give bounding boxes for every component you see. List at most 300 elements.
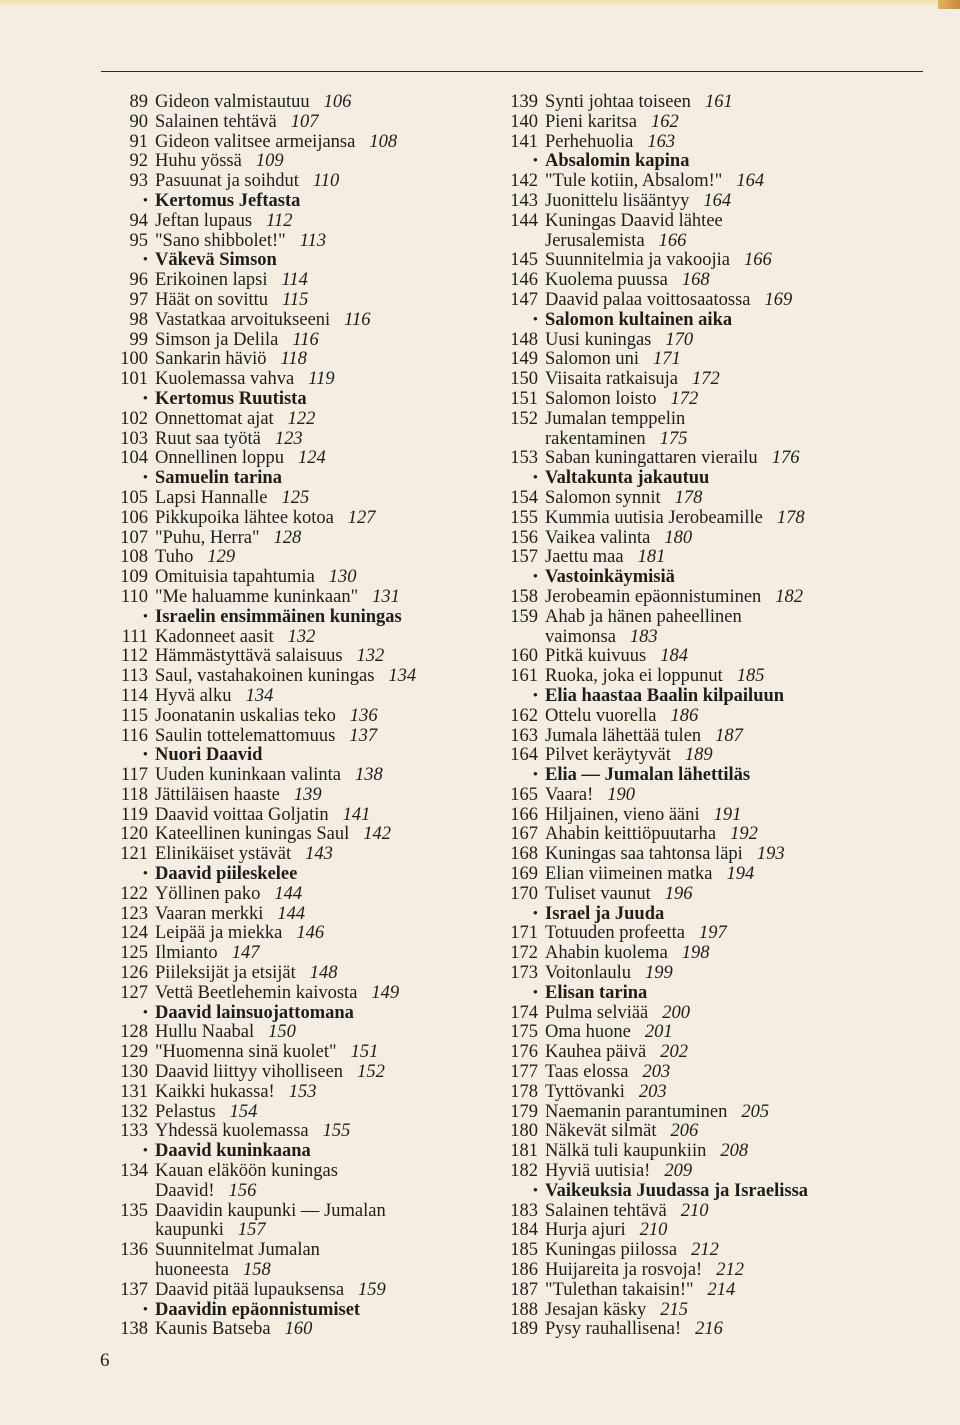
entry-number: 149 bbox=[510, 349, 538, 370]
entry-number: 129 bbox=[120, 1042, 148, 1063]
entry-title: Kuningas saa tahtonsa läpi bbox=[545, 844, 743, 865]
bullet-icon: • bbox=[532, 767, 538, 784]
entry-title: Tyttövanki bbox=[545, 1081, 625, 1102]
toc-entry bbox=[110, 1221, 510, 1241]
entry-title: Hiljainen, vieno ääni bbox=[545, 804, 700, 825]
toc-section-heading bbox=[110, 192, 510, 212]
entry-number: 112 bbox=[120, 646, 148, 667]
entry-number: 153 bbox=[510, 448, 538, 469]
entry-number: 133 bbox=[120, 1121, 148, 1142]
entry-page-number: 163 bbox=[647, 131, 676, 152]
entry-number: 106 bbox=[120, 507, 148, 528]
entry-number: 177 bbox=[510, 1062, 538, 1083]
toc-entry bbox=[500, 509, 920, 529]
toc-entry bbox=[110, 568, 510, 588]
toc-entry bbox=[500, 1083, 920, 1103]
toc-section-heading bbox=[110, 390, 510, 410]
section-title: Elisan tarina bbox=[545, 982, 648, 1003]
entry-number: 144 bbox=[510, 210, 538, 231]
entry-title: Kummia uutisia Jerobeamille bbox=[545, 507, 763, 528]
toc-entry bbox=[500, 410, 920, 430]
entry-title: Onnettomat ajat bbox=[155, 408, 274, 429]
entry-number: 117 bbox=[120, 765, 148, 786]
entry-number: 164 bbox=[510, 745, 538, 766]
section-title: Israel ja Juuda bbox=[545, 903, 665, 924]
entry-page-number: 166 bbox=[658, 230, 687, 251]
bullet-icon: • bbox=[142, 1301, 148, 1318]
entry-title: Daavid palaa voittosaatossa bbox=[545, 289, 751, 310]
entry-page-number: 205 bbox=[741, 1101, 770, 1122]
entry-page-number: 170 bbox=[665, 329, 694, 350]
section-title: Kertomus Jeftasta bbox=[155, 190, 301, 211]
toc-entry bbox=[500, 529, 920, 549]
entry-title: Jumalan temppelin bbox=[545, 408, 686, 429]
entry-title: Sankarin häviö bbox=[155, 349, 267, 370]
entry-number bbox=[500, 430, 545, 450]
entry-number: 142 bbox=[510, 171, 538, 192]
entry-title: Vaikea valinta bbox=[545, 527, 651, 548]
entry-title: Salainen tehtävä bbox=[155, 111, 277, 132]
entry-title: Naemanin parantuminen bbox=[545, 1101, 728, 1122]
bullet-icon: • bbox=[142, 192, 148, 209]
toc-entry bbox=[110, 113, 510, 133]
toc-section-heading bbox=[500, 311, 920, 331]
entry-title: Yhdessä kuolemassa bbox=[155, 1121, 309, 1142]
bullet-icon: • bbox=[532, 311, 538, 328]
entry-title: "Sano shibbolet!" bbox=[155, 230, 286, 251]
toc-entry bbox=[110, 350, 510, 370]
entry-title: Lapsi Hannalle bbox=[155, 487, 268, 508]
entry-page-number: 201 bbox=[644, 1022, 673, 1043]
entry-page-number: 164 bbox=[703, 190, 732, 211]
entry-page-number: 156 bbox=[228, 1180, 257, 1201]
entry-page-number: 182 bbox=[775, 586, 804, 607]
entry-title: Vaaran merkki bbox=[155, 903, 264, 924]
entry-title: Perhehuolia bbox=[545, 131, 634, 152]
entry-page-number: 164 bbox=[736, 171, 765, 192]
entry-title: Uusi kuningas bbox=[545, 329, 652, 350]
toc-entry bbox=[110, 1083, 510, 1103]
entry-page-number: 193 bbox=[756, 844, 785, 865]
toc-entry bbox=[500, 1241, 920, 1261]
toc-entry bbox=[500, 865, 920, 885]
entry-title: "Puhu, Herra" bbox=[155, 527, 260, 548]
toc-entry bbox=[110, 489, 510, 509]
toc-entry bbox=[110, 1320, 510, 1340]
entry-number: 119 bbox=[120, 804, 148, 825]
entry-title: Daavid liittyy viholliseen bbox=[155, 1062, 344, 1083]
entry-number: 93 bbox=[129, 171, 148, 192]
bullet-icon: • bbox=[532, 984, 538, 1001]
entry-page-number: 171 bbox=[653, 349, 681, 370]
entry-title: Elian viimeinen matka bbox=[545, 864, 713, 885]
bullet-icon: • bbox=[142, 608, 148, 625]
entry-number: 178 bbox=[510, 1081, 538, 1102]
entry-page-number: 110 bbox=[312, 171, 340, 192]
entry-number: 155 bbox=[510, 507, 538, 528]
entry-number: 132 bbox=[120, 1101, 148, 1122]
toc-entry bbox=[500, 172, 920, 192]
toc-section-heading bbox=[500, 1182, 920, 1202]
entry-title: Hyviä uutisia! bbox=[545, 1161, 651, 1182]
entry-title: Huijareita ja rosvoja! bbox=[545, 1260, 703, 1281]
entry-number bbox=[500, 232, 545, 252]
entry-number: 120 bbox=[120, 824, 148, 845]
entry-number: 110 bbox=[120, 586, 148, 607]
entry-page-number: 186 bbox=[670, 705, 699, 726]
entry-page-number: 142 bbox=[363, 824, 391, 845]
toc-entry bbox=[500, 825, 920, 845]
entry-page-number: 178 bbox=[674, 487, 703, 508]
entry-title: Ruut saa työtä bbox=[155, 428, 261, 449]
entry-number: 115 bbox=[120, 705, 148, 726]
entry-number: 161 bbox=[510, 666, 538, 687]
entry-page-number: 132 bbox=[287, 626, 316, 647]
entry-number: 184 bbox=[510, 1220, 538, 1241]
entry-title: Totuuden profeetta bbox=[545, 923, 685, 944]
toc-entry bbox=[110, 806, 510, 826]
entry-title: Jumala lähettää tulen bbox=[545, 725, 702, 746]
toc-section-heading bbox=[500, 766, 920, 786]
entry-number: 102 bbox=[120, 408, 148, 429]
entry-number: 160 bbox=[510, 646, 538, 667]
entry-page-number: 197 bbox=[698, 923, 727, 944]
entry-title: Kuolemassa vahva bbox=[155, 369, 295, 390]
entry-title: Huhu yössä bbox=[155, 151, 242, 172]
entry-number: 134 bbox=[120, 1161, 148, 1182]
entry-title: Daavid! bbox=[155, 1180, 215, 1201]
entry-page-number: 214 bbox=[707, 1279, 736, 1300]
entry-number: 159 bbox=[510, 606, 538, 627]
entry-page-number: 131 bbox=[372, 586, 400, 607]
entry-number bbox=[110, 1261, 155, 1281]
entry-title: Näkevät silmät bbox=[545, 1121, 657, 1142]
toc-entry bbox=[500, 1004, 920, 1024]
entry-number: 124 bbox=[120, 923, 148, 944]
entry-page-number: 172 bbox=[670, 388, 699, 409]
entry-page-number: 119 bbox=[308, 369, 335, 390]
toc-entry bbox=[500, 885, 920, 905]
toc-entry bbox=[110, 588, 510, 608]
toc-entry bbox=[500, 1023, 920, 1043]
entry-page-number: 158 bbox=[242, 1260, 271, 1281]
toc-section-heading bbox=[110, 251, 510, 271]
entry-title: Synti johtaa toiseen bbox=[545, 92, 691, 112]
entry-title: Ahab ja hänen paheellinen bbox=[545, 606, 742, 627]
toc-entry bbox=[500, 845, 920, 865]
entry-title: Salomon uni bbox=[545, 349, 640, 370]
page-top-edge bbox=[0, 0, 960, 7]
toc-entry bbox=[500, 727, 920, 747]
section-title: Kertomus Ruutista bbox=[155, 388, 307, 409]
entry-page-number: 127 bbox=[347, 507, 376, 528]
entry-number: 90 bbox=[129, 111, 148, 132]
entry-title: Nälkä tuli kaupunkiin bbox=[545, 1141, 707, 1162]
entry-title: Voitonlaulu bbox=[545, 963, 631, 984]
section-title: Nuori Daavid bbox=[155, 745, 263, 766]
entry-page-number: 178 bbox=[776, 507, 805, 528]
entry-number: 126 bbox=[120, 963, 148, 984]
entry-title: Saulin tottelemattomuus bbox=[155, 725, 336, 746]
toc-entry bbox=[500, 1043, 920, 1063]
entry-page-number: 212 bbox=[691, 1240, 719, 1261]
toc-entry bbox=[110, 845, 510, 865]
toc-entry bbox=[110, 291, 510, 311]
entry-title: Juonittelu lisääntyy bbox=[545, 190, 690, 211]
bullet-icon: • bbox=[532, 687, 538, 704]
section-title: Daavid lainsuojattomana bbox=[155, 1002, 354, 1023]
toc-entry bbox=[500, 1142, 920, 1162]
entry-number: 179 bbox=[510, 1101, 538, 1122]
entry-number: 128 bbox=[120, 1022, 148, 1043]
entry-title: Saban kuningattaren vierailu bbox=[545, 448, 758, 469]
toc-entry bbox=[500, 1281, 920, 1301]
entry-page-number: 185 bbox=[736, 666, 765, 687]
toc-entry bbox=[500, 944, 920, 964]
entry-page-number: 141 bbox=[342, 804, 371, 825]
toc-section-heading bbox=[110, 746, 510, 766]
toc-entry bbox=[110, 232, 510, 252]
entry-page-number: 129 bbox=[207, 547, 236, 568]
toc-entry bbox=[110, 984, 510, 1004]
entry-title: Jesajan käsky bbox=[545, 1299, 647, 1320]
toc-entry bbox=[110, 647, 510, 667]
entry-number: 154 bbox=[510, 487, 538, 508]
entry-title: Kuolema puussa bbox=[545, 270, 668, 291]
toc-entry bbox=[500, 628, 920, 648]
entry-number: 158 bbox=[510, 586, 538, 607]
entry-page-number: 153 bbox=[288, 1081, 317, 1102]
entry-title: Kaikki hukassa! bbox=[155, 1081, 275, 1102]
entry-page-number: 124 bbox=[297, 448, 326, 469]
entry-title: Hyvä alku bbox=[155, 685, 232, 706]
entry-title: "Me haluamme kuninkaan" bbox=[155, 586, 359, 607]
entry-number: 172 bbox=[510, 943, 538, 964]
toc-entry bbox=[110, 687, 510, 707]
entry-title: Suunnitelmat Jumalan bbox=[155, 1240, 320, 1261]
entry-title: vaimonsa bbox=[545, 626, 616, 647]
entry-page-number: 132 bbox=[356, 646, 385, 667]
entry-page-number: 160 bbox=[284, 1319, 313, 1340]
entry-title: Kauan eläköön kuningas bbox=[155, 1161, 338, 1182]
entry-page-number: 147 bbox=[231, 943, 260, 964]
entry-number: 131 bbox=[120, 1081, 148, 1102]
section-title: Vaikeuksia Juudassa ja Israelissa bbox=[545, 1180, 809, 1201]
entry-number: 182 bbox=[510, 1161, 538, 1182]
entry-title: Gideon valmistautuu bbox=[155, 92, 310, 112]
toc-entry bbox=[500, 93, 920, 113]
toc-entry bbox=[500, 1162, 920, 1182]
toc-entry bbox=[110, 1182, 510, 1202]
toc-section-heading bbox=[500, 568, 920, 588]
entry-number: 156 bbox=[510, 527, 538, 548]
toc-entry bbox=[110, 727, 510, 747]
entry-number: 96 bbox=[129, 270, 148, 291]
entry-number bbox=[500, 628, 545, 648]
entry-number: 123 bbox=[120, 903, 148, 924]
entry-number: 92 bbox=[129, 151, 148, 172]
entry-title: Vaara! bbox=[545, 784, 594, 805]
entry-number: 111 bbox=[121, 626, 148, 647]
toc-entry bbox=[500, 1103, 920, 1123]
toc-entry bbox=[110, 410, 510, 430]
entry-number: 137 bbox=[120, 1279, 148, 1300]
entry-title: Pieni karitsa bbox=[545, 111, 637, 132]
entry-page-number: 212 bbox=[716, 1260, 744, 1281]
entry-title: Suunnitelmia ja vakoojia bbox=[545, 250, 730, 271]
toc-entry bbox=[500, 390, 920, 410]
entry-number: 176 bbox=[510, 1042, 538, 1063]
entry-page-number: 200 bbox=[662, 1002, 691, 1023]
entry-title: Piileksijät ja etsijät bbox=[155, 963, 296, 984]
toc-entry bbox=[110, 766, 510, 786]
page-number: 6 bbox=[100, 1350, 110, 1371]
toc-section-heading bbox=[110, 1142, 510, 1162]
entry-number: 118 bbox=[120, 784, 148, 805]
toc-entry bbox=[500, 1320, 920, 1340]
entry-page-number: 116 bbox=[344, 309, 371, 330]
entry-number: 181 bbox=[510, 1141, 538, 1162]
toc-entry bbox=[110, 628, 510, 648]
entry-number: 100 bbox=[120, 349, 148, 370]
section-title: Vastoinkäymisiä bbox=[545, 567, 675, 588]
section-title: Israelin ensimmäinen kuningas bbox=[155, 606, 402, 627]
section-title: Elia haastaa Baalin kilpailuun bbox=[545, 685, 785, 706]
toc-section-heading bbox=[500, 152, 920, 172]
entry-number bbox=[110, 1221, 155, 1241]
entry-number: 127 bbox=[120, 982, 148, 1003]
section-title: Samuelin tarina bbox=[155, 468, 282, 489]
entry-title: Tuliset vaunut bbox=[545, 883, 651, 904]
toc-entry bbox=[500, 608, 920, 628]
entry-number: 148 bbox=[510, 329, 538, 350]
entry-page-number: 168 bbox=[681, 270, 710, 291]
toc-entry bbox=[110, 1043, 510, 1063]
entry-page-number: 150 bbox=[268, 1022, 296, 1043]
entry-number: 165 bbox=[510, 784, 538, 805]
entry-title: Elinikäiset ystävät bbox=[155, 844, 292, 865]
toc-entry bbox=[110, 1261, 510, 1281]
entry-page-number: 116 bbox=[292, 329, 319, 350]
entry-number: 94 bbox=[129, 210, 148, 231]
entry-title: Jeftan lupaus bbox=[155, 210, 253, 231]
toc-entry bbox=[500, 667, 920, 687]
entry-title: Vastatkaa arvoitukseeni bbox=[155, 309, 331, 330]
toc-entry bbox=[500, 489, 920, 509]
entry-page-number: 128 bbox=[273, 527, 302, 548]
entry-number: 157 bbox=[510, 547, 538, 568]
entry-page-number: 144 bbox=[277, 903, 306, 924]
toc-entry bbox=[500, 113, 920, 133]
toc-entry bbox=[110, 1122, 510, 1142]
bullet-icon: • bbox=[532, 905, 538, 922]
toc-entry bbox=[110, 331, 510, 351]
toc-entry bbox=[110, 271, 510, 291]
entry-page-number: 154 bbox=[229, 1101, 258, 1122]
entry-page-number: 175 bbox=[659, 428, 688, 449]
entry-page-number: 137 bbox=[349, 725, 378, 746]
entry-number: 98 bbox=[129, 309, 148, 330]
toc-entry bbox=[110, 964, 510, 984]
toc-entry bbox=[500, 548, 920, 568]
entry-number: 170 bbox=[510, 883, 538, 904]
entry-title: Hullu Naabal bbox=[155, 1022, 255, 1043]
entry-number: 140 bbox=[510, 111, 538, 132]
entry-page-number: 180 bbox=[664, 527, 693, 548]
entry-page-number: 139 bbox=[293, 784, 322, 805]
entry-page-number: 134 bbox=[388, 666, 417, 687]
entry-page-number: 198 bbox=[681, 943, 710, 964]
entry-title: Salainen tehtävä bbox=[545, 1200, 667, 1221]
entry-page-number: 176 bbox=[771, 448, 800, 469]
entry-number: 166 bbox=[510, 804, 538, 825]
toc-entry bbox=[500, 1261, 920, 1281]
toc-entry bbox=[500, 133, 920, 153]
entry-page-number: 202 bbox=[660, 1042, 688, 1063]
entry-page-number: 107 bbox=[290, 111, 319, 132]
entry-page-number: 161 bbox=[704, 92, 733, 112]
entry-title: Onnellinen loppu bbox=[155, 448, 284, 469]
toc-entry bbox=[110, 449, 510, 469]
entry-number: 189 bbox=[510, 1319, 538, 1340]
entry-page-number: 166 bbox=[743, 250, 772, 271]
bullet-icon: • bbox=[142, 1143, 148, 1160]
section-title: Elia — Jumalan lähettiläs bbox=[545, 765, 751, 786]
toc-entry bbox=[500, 251, 920, 271]
entry-title: Kaunis Batseba bbox=[155, 1319, 271, 1340]
toc-entry bbox=[500, 212, 920, 232]
page-corner-tab bbox=[938, 0, 960, 9]
entry-page-number: 134 bbox=[245, 685, 274, 706]
toc-entry bbox=[110, 509, 510, 529]
bullet-icon: • bbox=[142, 747, 148, 764]
entry-page-number: 187 bbox=[715, 725, 743, 746]
entry-page-number: 183 bbox=[629, 626, 658, 647]
toc-section-heading bbox=[110, 469, 510, 489]
entry-number: 171 bbox=[510, 923, 538, 944]
entry-number: 114 bbox=[120, 685, 148, 706]
entry-number: 151 bbox=[510, 388, 538, 409]
toc-section-heading bbox=[500, 469, 920, 489]
entry-page-number: 184 bbox=[660, 646, 688, 667]
entry-title: Saul, vastahakoinen kuningas bbox=[155, 666, 375, 687]
toc-entry bbox=[110, 1023, 510, 1043]
entry-title: Hämmästyttävä salaisuus bbox=[155, 646, 343, 667]
entry-title: Joonatanin uskalias teko bbox=[155, 705, 336, 726]
entry-number: 122 bbox=[120, 883, 148, 904]
entry-page-number: 125 bbox=[281, 487, 310, 508]
entry-page-number: 189 bbox=[684, 745, 713, 766]
entry-page-number: 118 bbox=[280, 349, 307, 370]
entry-title: Daavid pitää lupauksensa bbox=[155, 1279, 345, 1300]
toc-entry bbox=[110, 172, 510, 192]
bullet-icon: • bbox=[142, 390, 148, 407]
entry-title: Pysy rauhallisena! bbox=[545, 1319, 682, 1340]
toc-entry bbox=[110, 212, 510, 232]
entry-title: Kuningas piilossa bbox=[545, 1240, 678, 1261]
entry-title: Pasuunat ja soihdut bbox=[155, 171, 299, 192]
entry-number: 138 bbox=[120, 1319, 148, 1340]
entry-page-number: 210 bbox=[680, 1200, 709, 1221]
entry-page-number: 199 bbox=[645, 963, 673, 984]
toc-entry bbox=[500, 786, 920, 806]
toc-entry bbox=[110, 924, 510, 944]
entry-number: 150 bbox=[510, 369, 538, 390]
toc-entry bbox=[500, 350, 920, 370]
toc-entry bbox=[500, 291, 920, 311]
toc-entry bbox=[500, 588, 920, 608]
entry-number: 186 bbox=[510, 1260, 538, 1281]
